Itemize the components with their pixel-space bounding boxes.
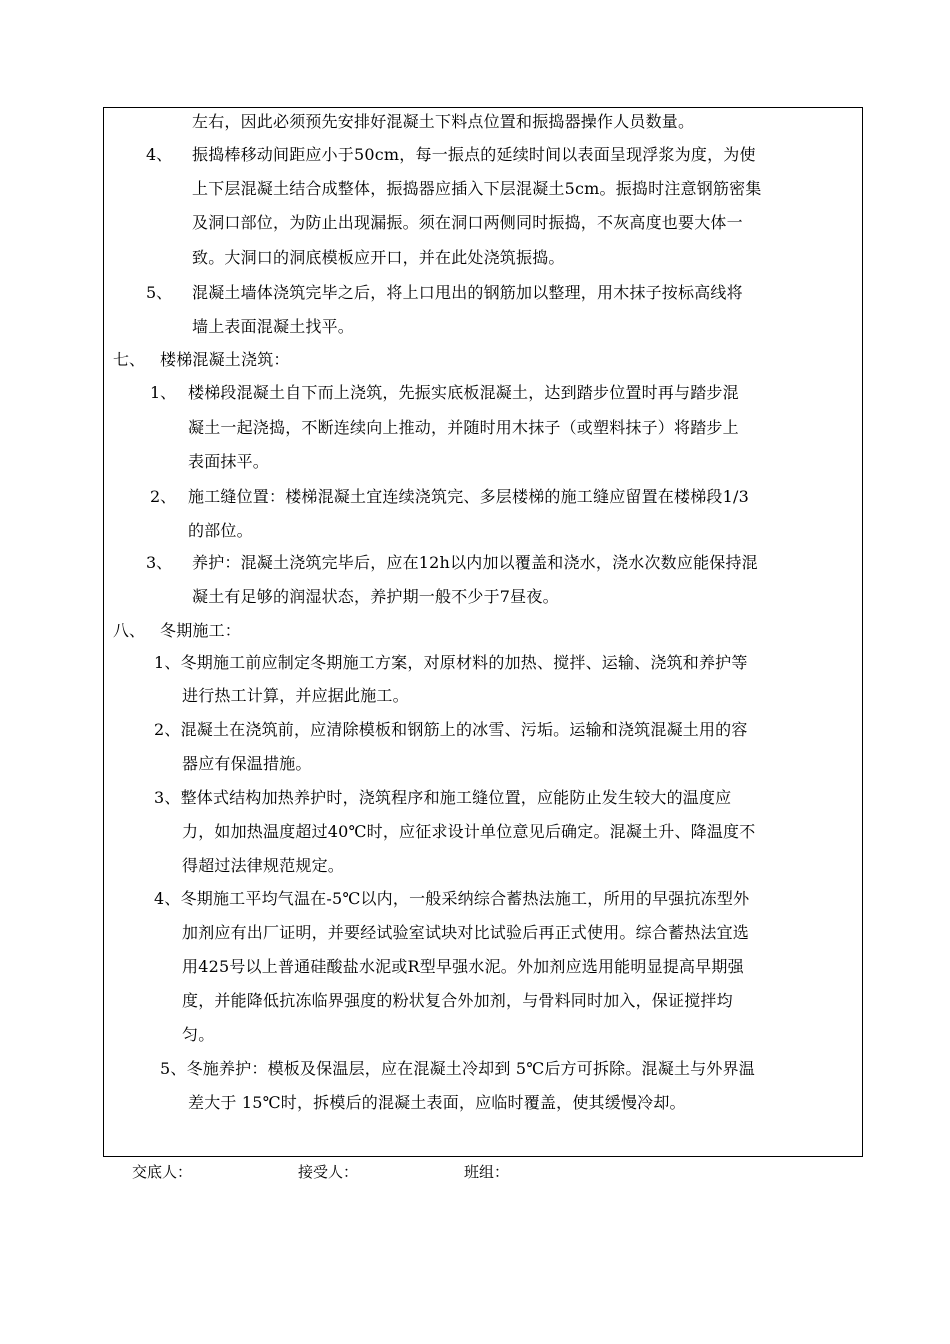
paragraph-line: 进行热工计算，并应据此施工。 xyxy=(182,686,409,705)
paragraph-line: 3、整体式结构加热养护时，浇筑程序和施工缝位置，应能防止发生较大的温度应 xyxy=(154,788,732,807)
item-number: 5、 xyxy=(146,283,173,302)
paragraph-line: 差大于 15℃时，拆模后的混凝土表面，应临时覆盖，使其缓慢冷却。 xyxy=(188,1093,686,1112)
paragraph-line: 匀。 xyxy=(182,1025,215,1044)
paragraph-line: 4、冬期施工平均气温在-5℃以内，一般采纳综合蓄热法施工，所用的早强抗冻型外 xyxy=(154,889,750,908)
paragraph-line: 左右，因此必须预先安排好混凝土下料点位置和振捣器操作人员数量。 xyxy=(192,112,695,131)
paragraph-line: 表面抹平。 xyxy=(188,452,270,471)
paragraph-line: 得超过法律规范规定。 xyxy=(182,856,345,875)
paragraph-line: 及洞口部位，为防止出现漏振。须在洞口两侧同时振捣，不灰高度也要大体一 xyxy=(192,213,743,232)
item-number: 3、 xyxy=(146,553,173,572)
section-number: 八、 xyxy=(113,621,146,640)
paragraph-line: 用425号以上普通硅酸盐水泥或R型早强水泥。外加剂应选用能明显提高早期强 xyxy=(182,957,744,976)
paragraph-line: 1、冬期施工前应制定冬期施工方案，对原材料的加热、搅拌、运输、浇筑和养护等 xyxy=(154,653,748,672)
section-number: 七、 xyxy=(113,350,146,369)
receiver-label: 接受人： xyxy=(298,1163,359,1181)
paragraph-line: 致。大洞口的洞底模板应开口，并在此处浇筑振捣。 xyxy=(192,248,565,267)
paragraph-line: 养护：混凝土浇筑完毕后，应在12h以内加以覆盖和浇水，浇水次数应能保持混 xyxy=(192,553,758,572)
paragraph-line: 5、冬施养护：模板及保温层，应在混凝土冷却到 5℃后方可拆除。混凝土与外界温 xyxy=(160,1059,755,1078)
paragraph-line: 上下层混凝土结合成整体，振捣器应插入下层混凝土5cm。振捣时注意钢筋密集 xyxy=(192,179,762,198)
paragraph-line: 度，并能降低抗冻临界强度的粉状复合外加剂，与骨料同时加入，保证搅拌均 xyxy=(182,991,733,1010)
team-label: 班组： xyxy=(464,1163,510,1181)
paragraph-line: 墙上表面混凝土找平。 xyxy=(192,317,355,336)
handover-person-label: 交底人： xyxy=(132,1163,193,1181)
paragraph-line: 力，如加热温度超过40℃时，应征求设计单位意见后确定。混凝土升、降温度不 xyxy=(182,822,756,841)
paragraph-line: 施工缝位置：楼梯混凝土宜连续浇筑完、多层楼梯的施工缝应留置在楼梯段1/3 xyxy=(188,487,749,506)
paragraph-line: 2、混凝土在浇筑前，应清除模板和钢筋上的冰雪、污垢。运输和浇筑混凝土用的容 xyxy=(154,720,748,739)
paragraph-line: 混凝土墙体浇筑完毕之后，将上口甩出的钢筋加以整理，用木抹子按标高线将 xyxy=(192,283,743,302)
paragraph-line: 凝土一起浇捣，不断连续向上推动，并随时用木抹子（或塑料抹子）将踏步上 xyxy=(188,418,739,437)
paragraph-line: 加剂应有出厂证明，并要经试验室试块对比试验后再正式使用。综合蓄热法宜选 xyxy=(182,923,750,942)
paragraph-line: 的部位。 xyxy=(188,521,253,540)
item-number: 4、 xyxy=(146,145,173,164)
paragraph-line: 楼梯段混凝土自下而上浇筑，先振实底板混凝土，达到踏步位置时再与踏步混 xyxy=(188,383,739,402)
section-title: 冬期施工： xyxy=(160,621,242,640)
item-number: 1、 xyxy=(150,383,177,402)
paragraph-line: 凝土有足够的润湿状态，养护期一般不少于7昼夜。 xyxy=(192,587,559,606)
paragraph-line: 振捣棒移动间距应小于50cm，每一振点的延续时间以表面呈现浮浆为度，为使 xyxy=(192,145,756,164)
section-title: 楼梯混凝土浇筑： xyxy=(160,350,290,369)
paragraph-line: 器应有保温措施。 xyxy=(182,754,312,773)
item-number: 2、 xyxy=(150,487,177,506)
